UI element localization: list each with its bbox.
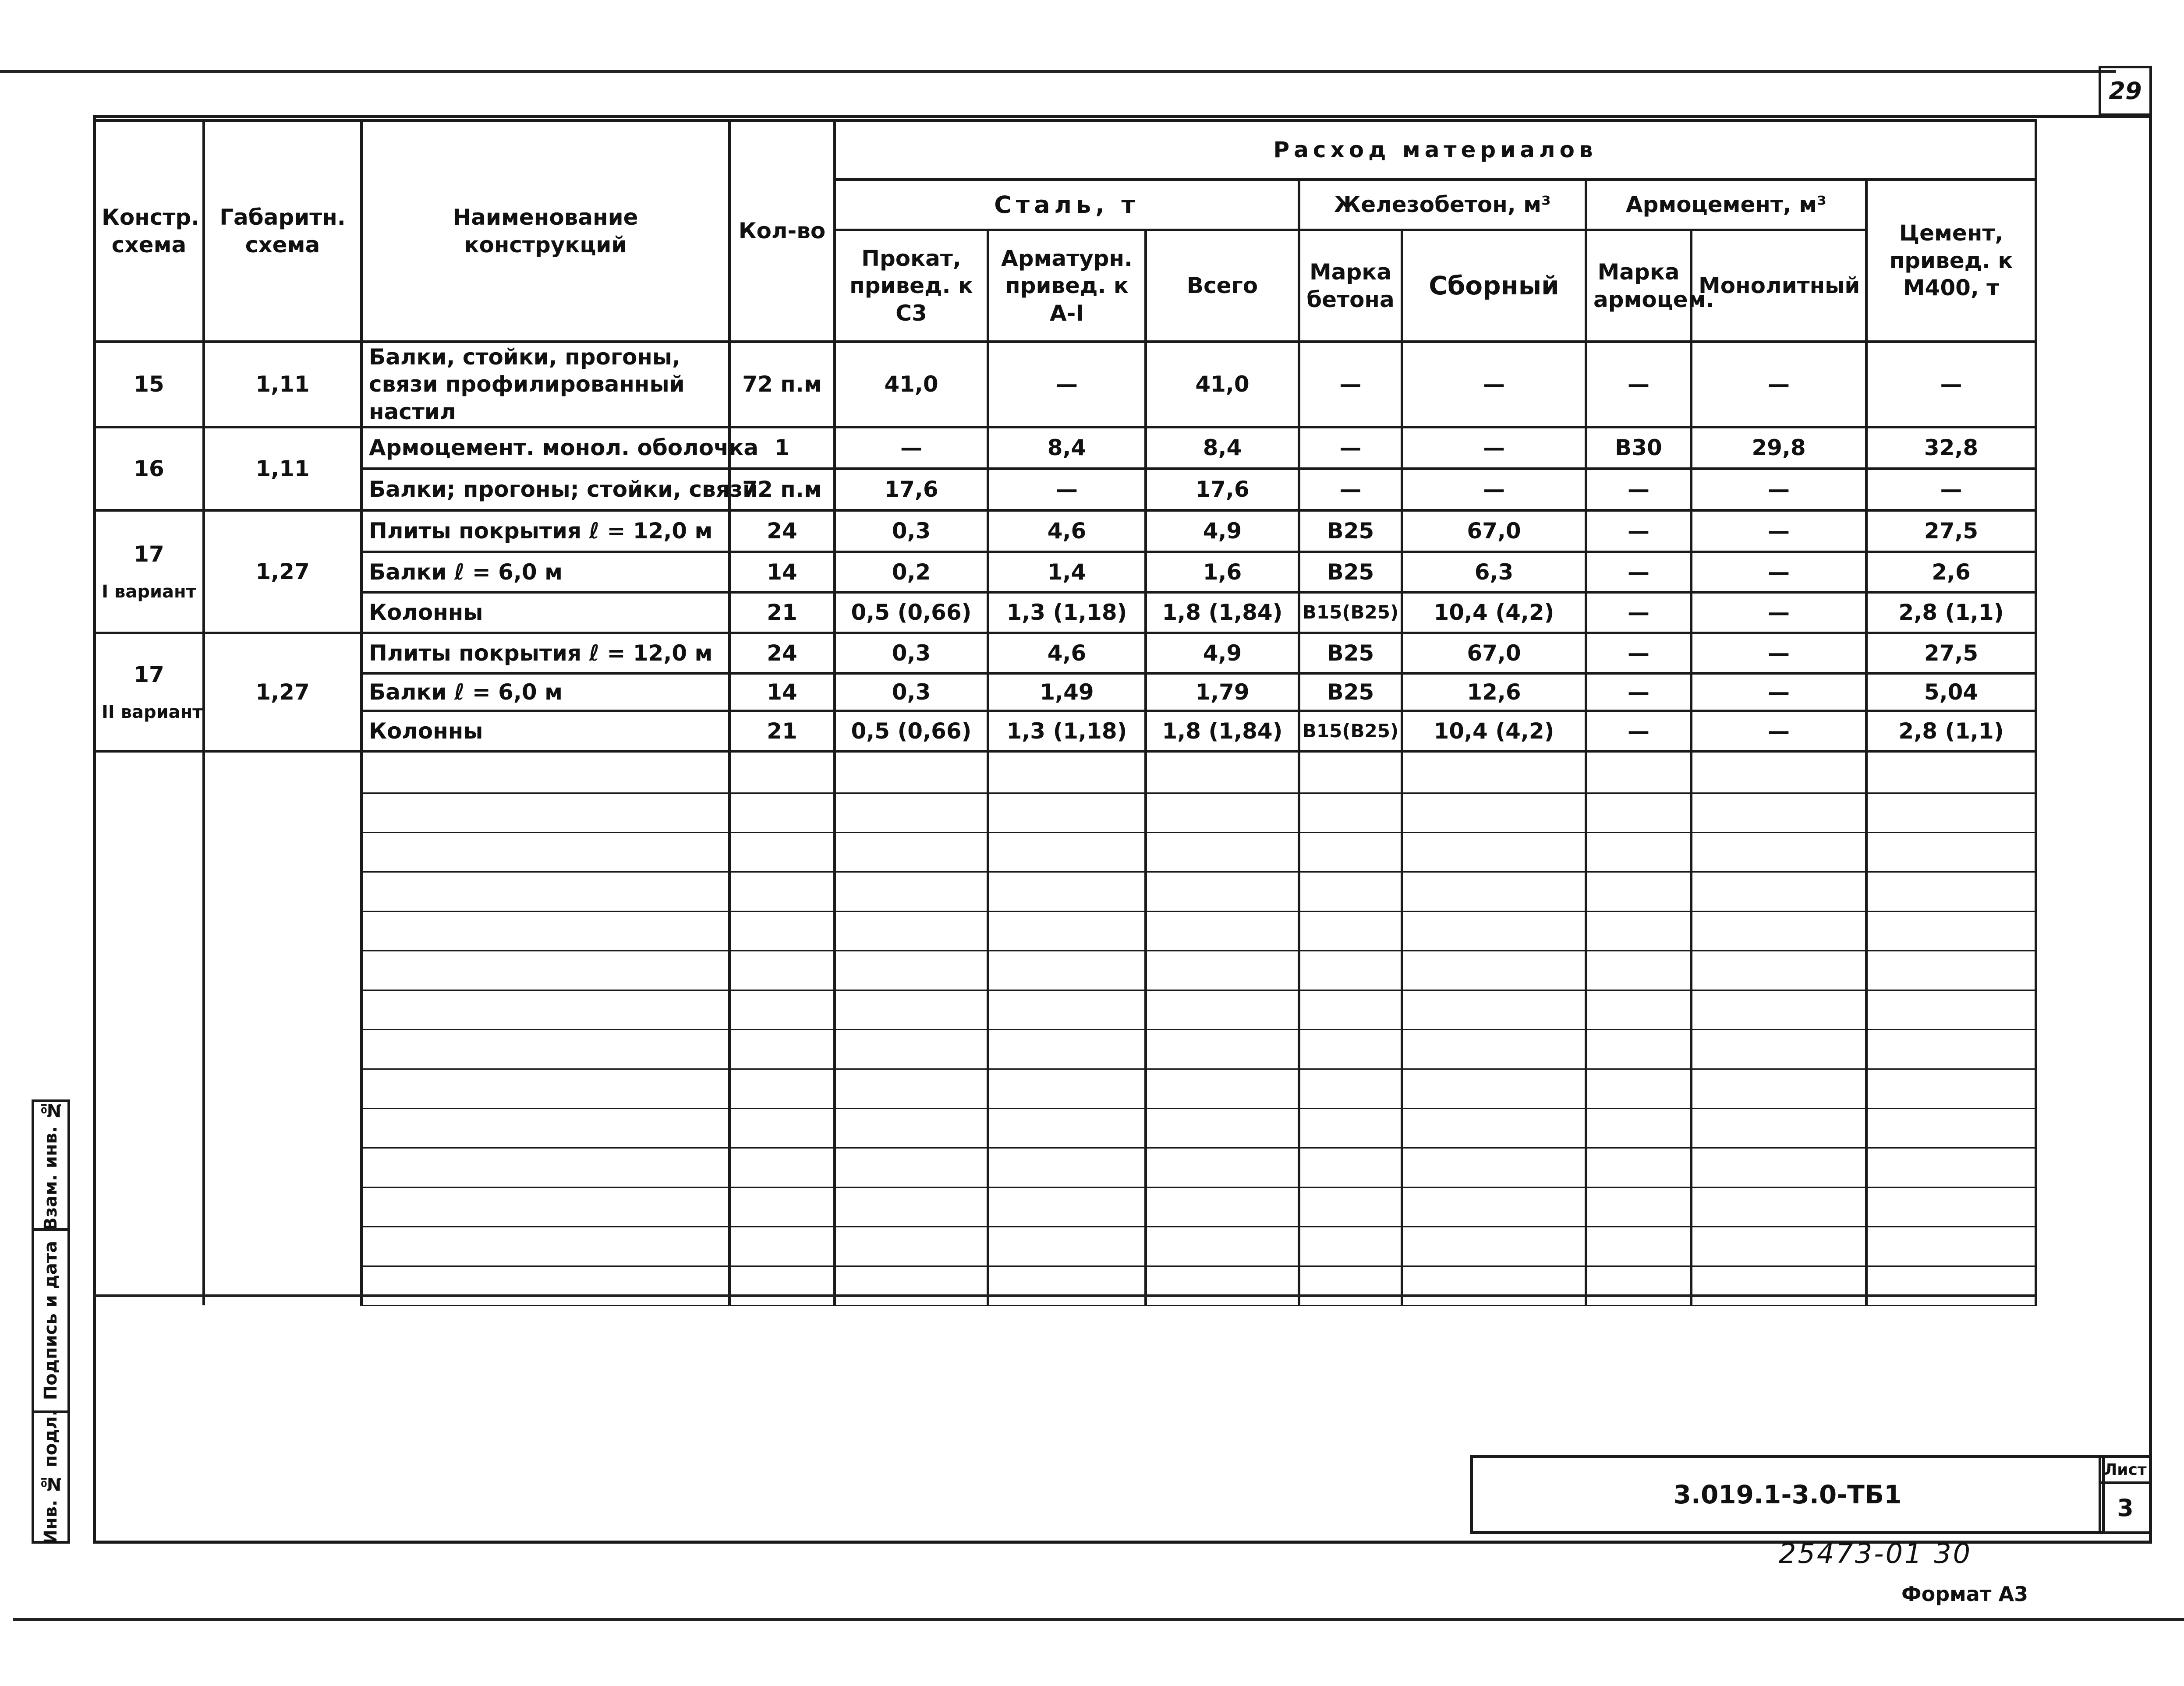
cell-armatura: 4,6 [988,633,1146,673]
empty-row [94,1266,2036,1305]
side-box-replace [32,1099,70,1231]
sheet-number-box [2099,1481,2152,1534]
cell-marka-armo: — [1586,342,1691,427]
header-monolit: Монолитный [1691,230,1866,342]
cell-marka-betona: В25 [1299,552,1402,592]
cell-cement: 27,5 [1866,510,2036,552]
cell-qty: 21 [729,711,835,751]
cell-konstr [94,510,204,633]
empty-row [94,1069,2036,1108]
cell-gabarit: 1,27 [204,633,361,751]
cell-vsego: 1,8 (1,84) [1146,592,1299,633]
cell-name: Балки ℓ = 6,0 м [361,673,729,711]
cell-armatura: 1,4 [988,552,1146,592]
cell-sborny: — [1402,427,1586,469]
side-label-signature: Подпись и дата [41,1241,61,1400]
cell-monolit: — [1691,592,1866,633]
header-qty: Кол-во [729,120,835,342]
empty-row [94,951,2036,990]
empty-row [94,793,2036,832]
cell-name: Балки ℓ = 6,0 м [361,552,729,592]
empty-row [94,1108,2036,1148]
table-row [94,469,2036,510]
cell-armatura: 4,6 [988,510,1146,552]
cell-prokat: 0,2 [835,552,988,592]
cell-marka-armo: В30 [1586,427,1691,469]
cell-marka-betona: — [1299,427,1402,469]
page-number-box [2099,66,2152,116]
cell-qty: 21 [729,592,835,633]
cell-name: Плиты покрытия ℓ = 12,0 м [361,510,729,552]
header-sborny: Сборный [1402,230,1586,342]
header-marka-betona: Марка бетона [1299,230,1402,342]
cell-armatura: 8,4 [988,427,1146,469]
side-label-original: Инв. № подл. [41,1410,61,1545]
cell-monolit: — [1691,342,1866,427]
header-marka-armo: Марка армоцем. [1586,230,1691,342]
top-rule [0,70,2116,73]
cell-sborny: — [1402,342,1586,427]
cell-cement: 32,8 [1866,427,2036,469]
cell-gabarit: 1,11 [204,427,361,510]
header-rashod: Расход материалов [835,120,2036,180]
header-armatura: Арматурн. привед. к А-I [988,230,1146,342]
empty-row [94,911,2036,951]
bottom-rule [13,1618,2184,1621]
cell-marka-betona: В15(В25) [1299,592,1402,633]
handwritten-note: 25473-01 30 [1779,1538,1972,1569]
cell-konstr [94,633,204,751]
cell-marka-betona: В25 [1299,633,1402,673]
cell-cement: 5,04 [1866,673,2036,711]
cell-sborny: 67,0 [1402,510,1586,552]
header-gabarit: Габаритн. схема [204,120,361,342]
empty-row [94,832,2036,872]
cell-vsego: 1,79 [1146,673,1299,711]
header-zhb: Железобетон, м³ [1299,180,1586,230]
table-row [94,592,2036,633]
cell-qty: 14 [729,552,835,592]
table-row [94,427,2036,469]
cell-name: Колонны [361,592,729,633]
cell-konstr-number: 17 [134,661,164,687]
cell-prokat: 0,5 (0,66) [835,592,988,633]
cell-sborny: 12,6 [1402,673,1586,711]
cell-marka-armo: — [1586,633,1691,673]
cell-prokat: 0,3 [835,510,988,552]
cell-monolit: — [1691,633,1866,673]
cell-qty: 72 п.м [729,342,835,427]
cell-konstr: 16 [94,427,204,510]
cell-qty: 72 п.м [729,469,835,510]
cell-marka-armo: — [1586,552,1691,592]
cell-qty: 14 [729,673,835,711]
header-konstr: Констр. схема [94,120,204,342]
cell-cement: 27,5 [1866,633,2036,673]
empty-row [94,990,2036,1029]
table-row [94,673,2036,711]
cell-monolit: — [1691,552,1866,592]
cell-name: Колонны [361,711,729,751]
cell-marka-armo: — [1586,510,1691,552]
cell-monolit: — [1691,510,1866,552]
cell-armatura: — [988,342,1146,427]
cell-cement: 2,8 (1,1) [1866,711,2036,751]
table-row [94,552,2036,592]
cell-cement: — [1866,342,2036,427]
cell-vsego: 17,6 [1146,469,1299,510]
cell-konstr-variant: I вариант [102,582,196,602]
cell-armatura: 1,3 (1,18) [988,592,1146,633]
cell-marka-betona: В25 [1299,673,1402,711]
table-row [94,510,2036,552]
empty-row [94,1148,2036,1187]
sheet-label-box [2099,1455,2152,1484]
cell-armatura: 1,49 [988,673,1146,711]
cell-gabarit: 1,27 [204,510,361,633]
cell-cement: — [1866,469,2036,510]
table-row [94,711,2036,751]
cell-marka-armo: — [1586,711,1691,751]
cell-monolit: — [1691,469,1866,510]
header-armo: Армоцемент, м³ [1586,180,1866,230]
side-box-signature [32,1228,70,1413]
empty-row [94,1187,2036,1227]
cell-cement: 2,8 (1,1) [1866,592,2036,633]
header-steel: Сталь, т [835,180,1299,230]
cell-marka-betona: В25 [1299,510,1402,552]
cell-marka-betona: — [1299,469,1402,510]
cell-prokat: 0,3 [835,633,988,673]
table-row [94,633,2036,673]
cell-sborny: 10,4 (4,2) [1402,711,1586,751]
header-cement: Цемент, привед. к М400, т [1866,180,2036,342]
cell-konstr-variant: II вариант [102,702,203,723]
sheet-number: 3 [2117,1494,2134,1522]
format-label: Формат А3 [1901,1582,2028,1606]
cell-vsego: 4,9 [1146,633,1299,673]
side-box-original [32,1410,70,1544]
cell-konstr-number: 17 [134,541,164,567]
cell-prokat: 0,3 [835,673,988,711]
cell-name: Плиты покрытия ℓ = 12,0 м [361,633,729,673]
cell-armatura: — [988,469,1146,510]
cell-sborny: 6,3 [1402,552,1586,592]
title-block [1470,1455,2105,1534]
cell-marka-armo: — [1586,469,1691,510]
cell-vsego: 1,6 [1146,552,1299,592]
sheet-label: Лист [2104,1460,2147,1479]
cell-vsego: 1,8 (1,84) [1146,711,1299,751]
cell-qty: 24 [729,510,835,552]
materials-table [93,119,2037,1306]
cell-qty: 1 [729,427,835,469]
cell-sborny: 10,4 (4,2) [1402,592,1586,633]
cell-name: Балки; прогоны; стойки, связи [361,469,729,510]
cell-vsego: 8,4 [1146,427,1299,469]
cell-gabarit: 1,11 [204,342,361,427]
cell-marka-betona: В15(В25) [1299,711,1402,751]
cell-marka-armo: — [1586,673,1691,711]
cell-prokat: 17,6 [835,469,988,510]
empty-row [94,872,2036,911]
cell-cement: 2,6 [1866,552,2036,592]
table-bottom-rule [93,1294,2035,1297]
cell-prokat: 0,5 (0,66) [835,711,988,751]
empty-row [94,1029,2036,1069]
cell-name: Армоцемент. монол. оболочка [361,427,729,469]
cell-monolit: 29,8 [1691,427,1866,469]
cell-konstr: 15 [94,342,204,427]
cell-monolit: — [1691,711,1866,751]
cell-name: Балки, стойки, прогоны, связи профилированный настил [361,342,729,427]
cell-qty: 24 [729,633,835,673]
empty-row [94,1227,2036,1266]
cell-marka-armo: — [1586,592,1691,633]
header-name: Наименование конструкций [361,120,729,342]
cell-marka-betona: — [1299,342,1402,427]
cell-sborny: — [1402,469,1586,510]
cell-armatura: 1,3 (1,18) [988,711,1146,751]
cell-sborny: 67,0 [1402,633,1586,673]
empty-row [94,751,2036,793]
cell-prokat: 41,0 [835,342,988,427]
cell-prokat: — [835,427,988,469]
table-row [94,342,2036,427]
side-label-replace: Взам. инв. № [41,1099,61,1231]
cell-monolit: — [1691,673,1866,711]
header-prokat: Прокат, привед. к С3 [835,230,988,342]
header-vsego: Всего [1146,230,1299,342]
cell-vsego: 4,9 [1146,510,1299,552]
cell-vsego: 41,0 [1146,342,1299,427]
document-code: 3.019.1-3.0-ТБ1 [1673,1480,1902,1509]
page-number: 29 [2109,77,2142,105]
